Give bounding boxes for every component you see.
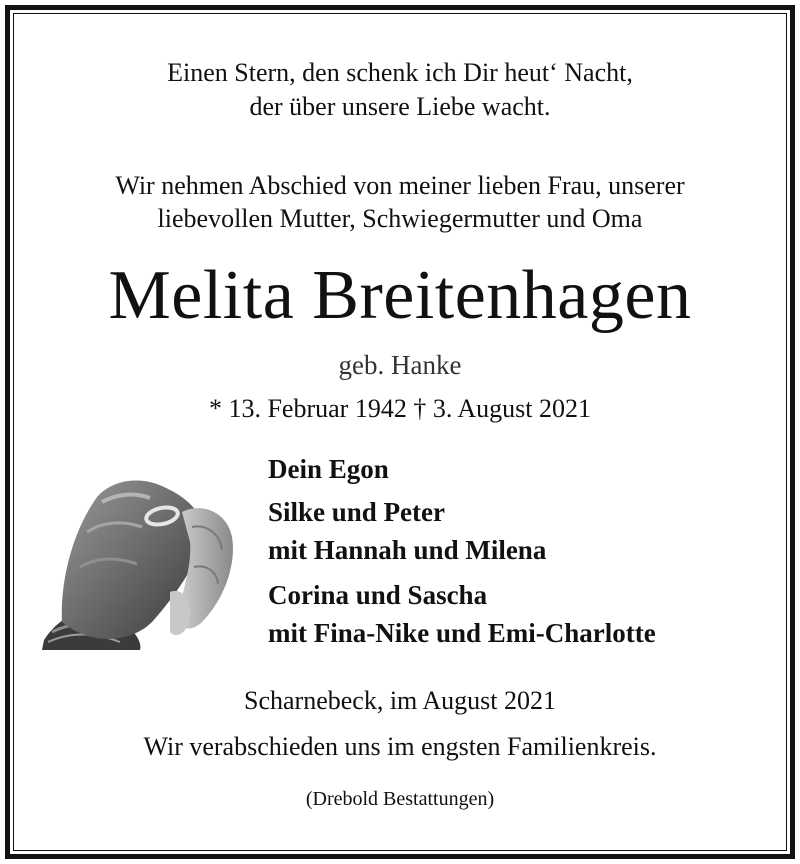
family-line-2: Silke und Peter [268,497,446,527]
undertaker: (Drebold Bestattungen) [305,788,495,810]
place-and-date: Scharnebeck, im August 2021 [244,686,556,715]
folded-hands-icon [42,472,238,650]
deceased-name: Melita Breitenhagen [108,257,692,334]
verse-line-1: Einen Stern, den schenk ich Dir heut‘ Nacht, [167,58,633,87]
family-line-4: Corina und Sascha [268,580,488,610]
inner-border [13,13,787,851]
intro-line-2: liebevollen Mutter, Schwiegermutter und Oma [157,204,643,233]
family-line-1: Dein Egon [268,454,389,484]
verse-line-2: der über unsere Liebe wacht. [249,92,551,121]
family-line-3: mit Hannah und Milena [268,535,547,565]
life-dates: * 13. Februar 1942 † 3. August 2021 [208,394,592,423]
intro-line-1: Wir nehmen Abschied von meiner lieben Frau, unserer [115,171,685,200]
farewell-note: Wir verabschieden uns im engsten Familienkreis. [143,732,657,761]
family-line-5: mit Fina-Nike und Emi-Charlotte [268,618,656,648]
maiden-name: geb. Hanke [338,350,462,380]
